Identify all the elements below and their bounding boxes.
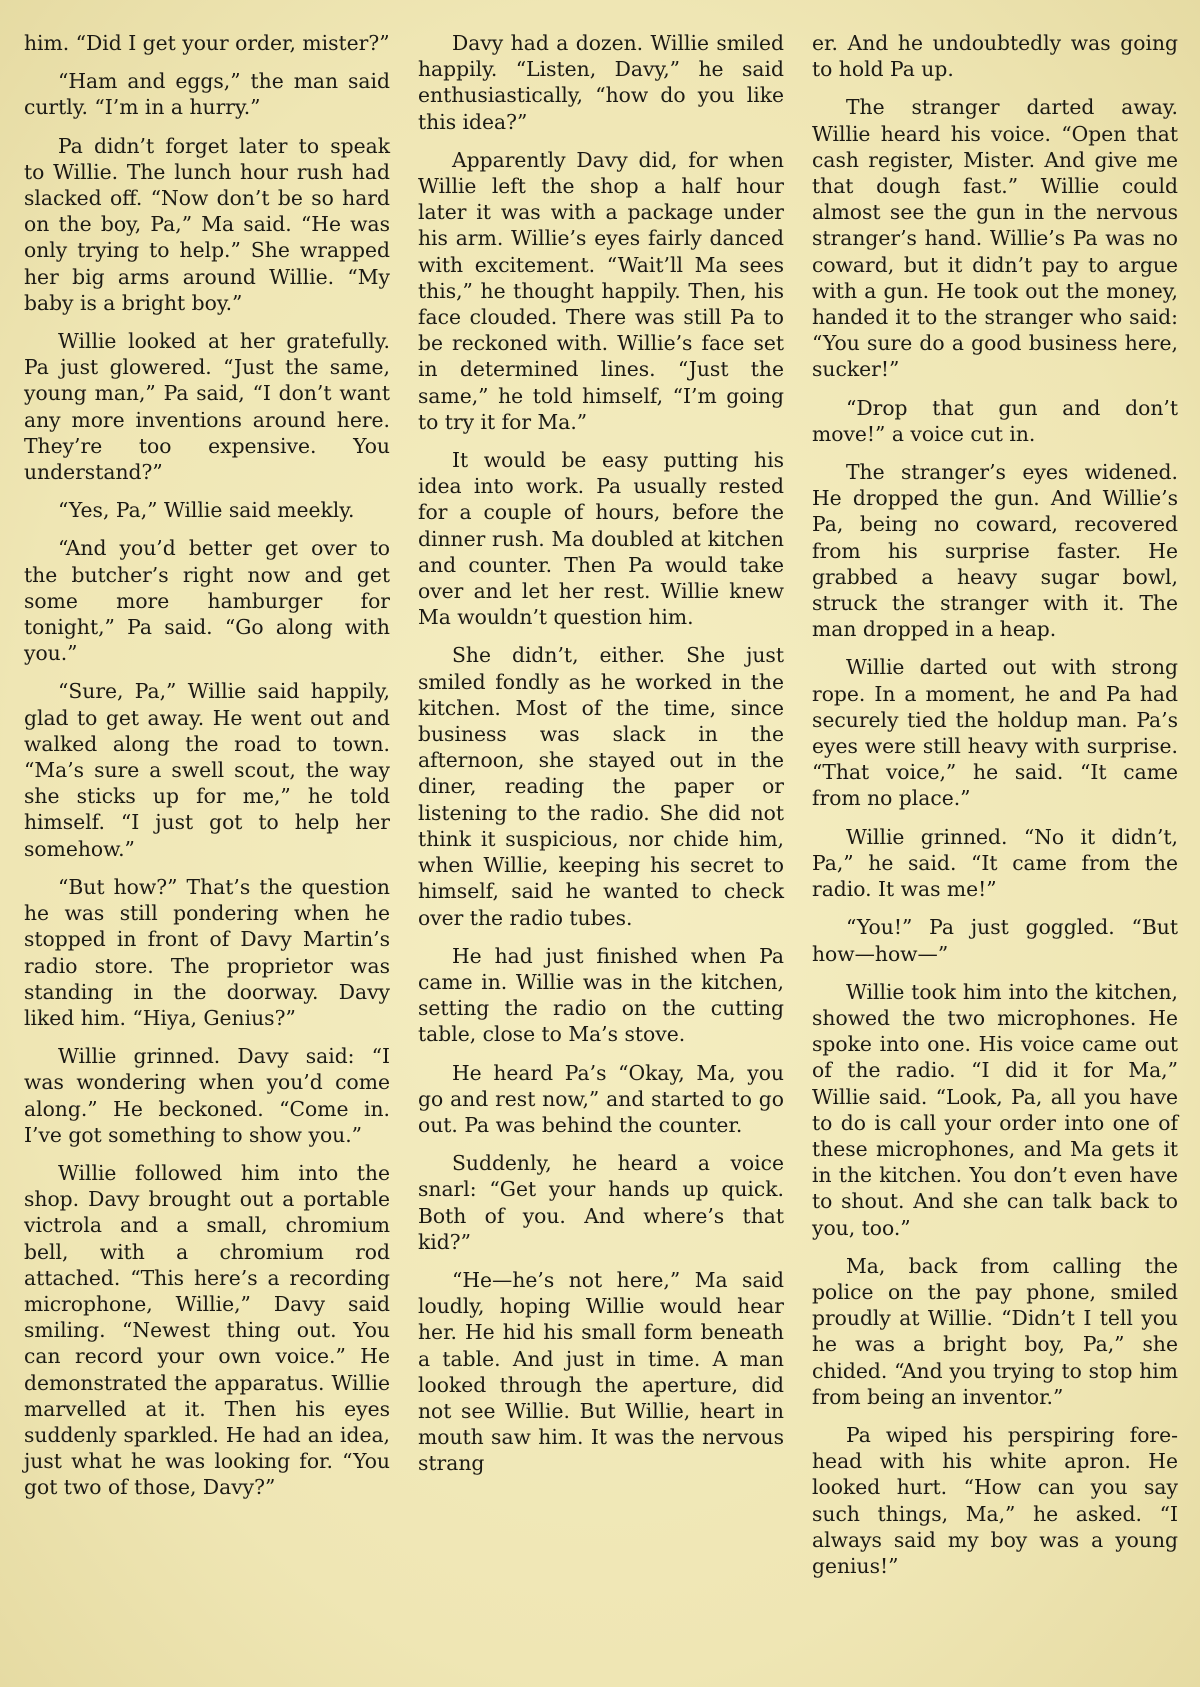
paragraph: “But how?” That’s the question he was still pondering when he stopped in front of Davy Martin’s radio store. The proprietor was standing in the doorway. Davy liked him. “Hiya, Genius?” <box>24 874 390 1030</box>
paragraph: Willie followed him into the shop. Davy brought out a portable victrola and a small, chromium bell, with a chromium rod attached. “This here’s a recording microphone, Willie,” Davy said smiling. “Newest thing out. You can record your own voice.” He demonstrated the apparatus. Willie marvelled at it. Then his eyes suddenly sparkled. He had an idea, just what he was looking for. “You got two of those, Davy?” <box>24 1160 390 1500</box>
paragraph: The stranger’s eyes widened. He dropped the gun. And Willie’s Pa, being no coward, recovered from his surprise faster. He grabbed a heavy sugar bowl, struck the stranger with it. The man dropped in a heap. <box>812 460 1178 642</box>
paragraph: “Drop that gun and don’t move!” a voice cut in. <box>812 395 1178 446</box>
paragraph: him. “Did I get your order, mister?” <box>24 31 390 55</box>
paragraph: Willie darted out with strong rope. In a moment, he and Pa had securely tied the holdup man. Pa’s eyes were still heavy with surprise. “That voice,” he said. “It came from no place.” <box>812 655 1178 811</box>
paragraph: Willie grinned. “No it didn’t, Pa,” he said. “It came from the radio. It was me!” <box>812 824 1178 902</box>
paragraph: “Yes, Pa,” Willie said meekly. <box>58 498 355 523</box>
paragraph: “You!” Pa just goggled. “But how—how—” <box>812 915 1178 966</box>
paragraph: Pa wiped his perspiring forehead with his white apron. He looked hurt. “How can you say such things, Ma,” he asked. “I always said my boy was a young genius!” <box>812 1422 1178 1578</box>
paragraph: He had just finished when Pa came in. Willie was in the kitchen, setting the radio on the cutting table, close to Ma’s stove. <box>418 943 784 1047</box>
paragraph: “Sure, Pa,” Willie said happily, glad to get away. He went out and walked along the road to town. “Ma’s sure a swell scout, the way she sticks up for me,” he told himself. “I just got to help her somehow.” <box>24 679 390 861</box>
paragraph: It would be easy putting his idea into work. Pa usually rested for a couple of hours, before the dinner rush. Ma doubled at kitchen and counter. Then Pa would take over and let her rest. Willie knew Ma wouldn’t question him. <box>418 448 784 630</box>
text-column-1 <box>24 30 390 1501</box>
paragraph: Willie took him into the kitchen, showed the two microphones. He spoke into one. His voice came out of the radio. “I did it for Ma,” Willie said. “Look, Pa, all you have to do is call your order into one of these microphones, and Ma gets it in the kitchen. You don’t even have to shout. And she can talk back to you, too.” <box>812 979 1178 1240</box>
text-column-2 <box>418 30 784 1477</box>
paragraph: He heard Pa’s “Okay, Ma, you go and rest now,” and started to go out. Pa was behind the counter. <box>418 1060 784 1137</box>
paragraph: er. And he undoubtedly was going to hold Pa up. <box>812 31 1178 82</box>
paragraph: Davy had a dozen. Willie smiled happily. “Listen, Davy,” he said enthusiastically, “how do you like this idea?” <box>418 31 784 134</box>
paragraph: Willie looked at her gratefully. Pa just glowered. “Just the same, young man,” Pa said, “I don’t want any more inventions around here. They’re too expensive. You understand?” <box>24 329 390 485</box>
paragraph: Willie grinned. Davy said: “I was wondering when you’d come along.” He beckoned. “Come in. I’ve got something to show you.” <box>24 1044 390 1147</box>
paragraph: Apparently Davy did, for when Willie left the shop a half hour later it was with a package under his arm. Willie’s eyes fairly danced with excitement. “Wait’ll Ma sees this,” he thought happily. Then, his face clouded. There was still Pa to be reckoned with. Willie’s face set in determined lines. “Just the same,” he told himself, “I’m going to try it for Ma.” <box>418 147 784 434</box>
paragraph: Ma, back from calling the police on the pay phone, smiled proudly at Willie. “Didn’t I tell you he was a bright boy, Pa,” she chided. “And you trying to stop him from being an inventor.” <box>812 1253 1178 1409</box>
paragraph: The stranger darted away. Willie heard his voice. “Open that cash register, Mister. And give me that dough fast.” Willie could almost see the gun in the nervous stranger’s hand. Willie’s Pa was no coward, but it didn’t pay to argue with a gun. He took out the money, handed it to the stranger who said: “You sure do a good business here, sucker!” <box>812 95 1178 382</box>
paragraph: She didn’t, either. She just smiled fondly as he worked in the kitchen. Most of the time, since business was slack in the afternoon, she stayed out in the diner, reading the paper or listening to the radio. She did not think it suspicious, nor chide him, when Willie, keeping his secret to himself, said he wanted to check over the radio tubes. <box>418 643 784 930</box>
paragraph: “He—he’s not here,” Ma said loudly, hoping Willie would hear her. He hid his small form beneath a table. And just in time. A man looked through the aperture, did not see Willie. But Willie, heart in mouth saw him. It was the nervous strang <box>418 1267 784 1476</box>
paragraph: Pa didn’t forget later to speak to Willie. The lunch hour rush had slacked off. “Now don’t be so hard on the boy, Pa,” Ma said. “He was only trying to help.” She wrapped her big arms around Willie. “My baby is a bright boy.” <box>24 133 390 315</box>
paragraph: “And you’d better get over to the butcher’s right now and get some more hamburger for tonight,” Pa said. “Go along with you.” <box>24 536 390 666</box>
text-column-3 <box>812 30 1178 1579</box>
paragraph: Suddenly, he heard a voice snarl: “Get your hands up quick. Both of you. And where’s that kid?” <box>418 1151 784 1254</box>
paragraph: “Ham and eggs,” the man said curtly. “I’m in a hurry.” <box>24 69 390 120</box>
